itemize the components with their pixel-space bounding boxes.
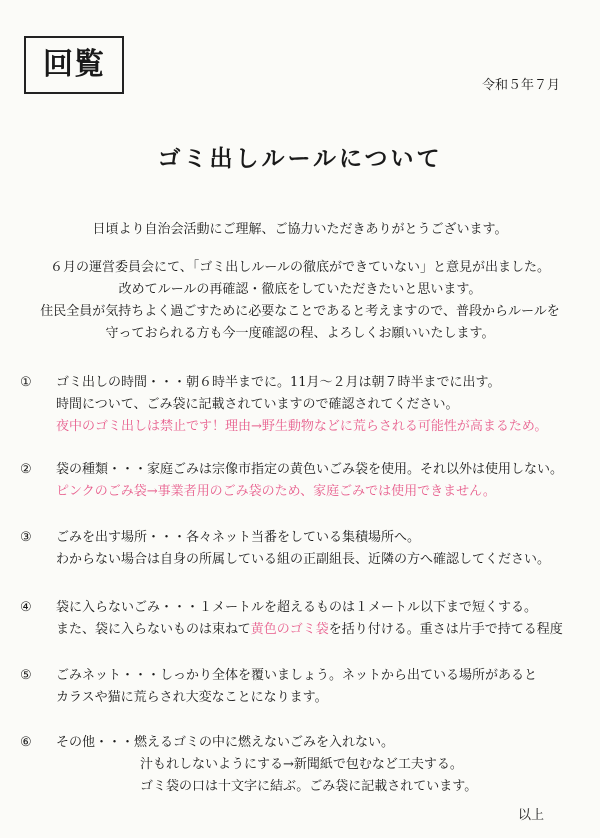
rule-item-3: [20, 527, 580, 571]
item-number: ⑥: [20, 735, 32, 750]
item-detail-pre: また、袋に入らないものは束ねて: [56, 622, 251, 637]
item-number: ①: [20, 375, 32, 390]
intro-greeting: 日頃より自治会活動にご理解、ご協力いただきありがとうございます。: [92, 222, 508, 237]
item-number: ④: [20, 600, 32, 615]
item-number: ②: [20, 462, 32, 477]
circulation-stamp: 回覧: [24, 36, 124, 94]
item-detail-post: を括り付ける。重さは片手で持てる程度: [328, 622, 563, 637]
item-detail: [20, 619, 580, 641]
item-heading: 袋に入らないごみ・・・１メートルを超えるものは１メートル以下まで短くする。: [56, 600, 538, 615]
rule-item-4: [20, 597, 580, 641]
item-number: ③: [20, 530, 32, 545]
intro-line: ６月の運営委員会にて、「ゴミ出しルールの徹底ができていない」と意見が出ました。: [50, 260, 550, 275]
item-detail: カラスや猫に荒らされ大変なことになります。: [56, 690, 328, 705]
rule-item-2: [20, 459, 580, 503]
rule-item-1: [20, 372, 580, 438]
item-detail: わからない場合は自身の所属している組の正副組長、近隣の方へ確認してください。: [56, 552, 551, 567]
item-heading: 袋の種類・・・家庭ごみは宗像市指定の黄色いごみ袋を使用。それ以外は使用しない。: [56, 462, 564, 477]
item-number: ⑤: [20, 668, 32, 683]
closing-mark: 以上: [517, 808, 544, 823]
intro-line: 改めてルールの再確認・徹底をしていただきたいと思います。: [118, 282, 482, 297]
item-heading: その他・・・燃えるゴミの中に燃えないごみを入れない。: [56, 735, 395, 750]
item-heading: ごみネット・・・しっかり全体を覆いましょう。ネットから出ている場所があると: [56, 668, 538, 683]
item-highlight: 黄色のゴミ袋: [250, 622, 329, 637]
item-warning: 夜中のゴミ出しは禁止です！理由→野生動物などに荒らされる可能性が高まるため。: [56, 419, 548, 434]
item-detail: ゴミ袋の口は十文字に結ぶ。ごみ袋に記載されています。: [140, 779, 478, 794]
intro-section: [0, 219, 600, 345]
document-title: ゴミ出しルールについて: [157, 146, 443, 172]
item-heading: ごみを出す場所・・・各々ネット当番をしている集積場所へ。: [56, 530, 421, 545]
item-warning: ピンクのごみ袋→事業者用のごみ袋のため、家庭ごみでは使用できません。: [56, 484, 496, 499]
rule-item-5: [20, 665, 580, 709]
intro-line: 住民全員が気持ちよく過ごすために必要なことであると考えますので、普段からルールを: [40, 304, 560, 319]
item-detail: 汁もれしないようにする→新聞紙で包むなど工夫する。: [140, 757, 463, 772]
issue-date: 令和５年７月: [481, 78, 560, 93]
intro-line: 守っておられる方も今一度確認の程、よろしくお願いいたします。: [105, 326, 495, 341]
item-detail: 時間について、ごみ袋に記載されていますので確認されてください。: [56, 397, 459, 412]
rule-item-6: [20, 732, 580, 798]
item-heading: ゴミ出しの時間・・・朝６時半までに。11月～２月は朝７時半までに出す。: [56, 375, 501, 390]
